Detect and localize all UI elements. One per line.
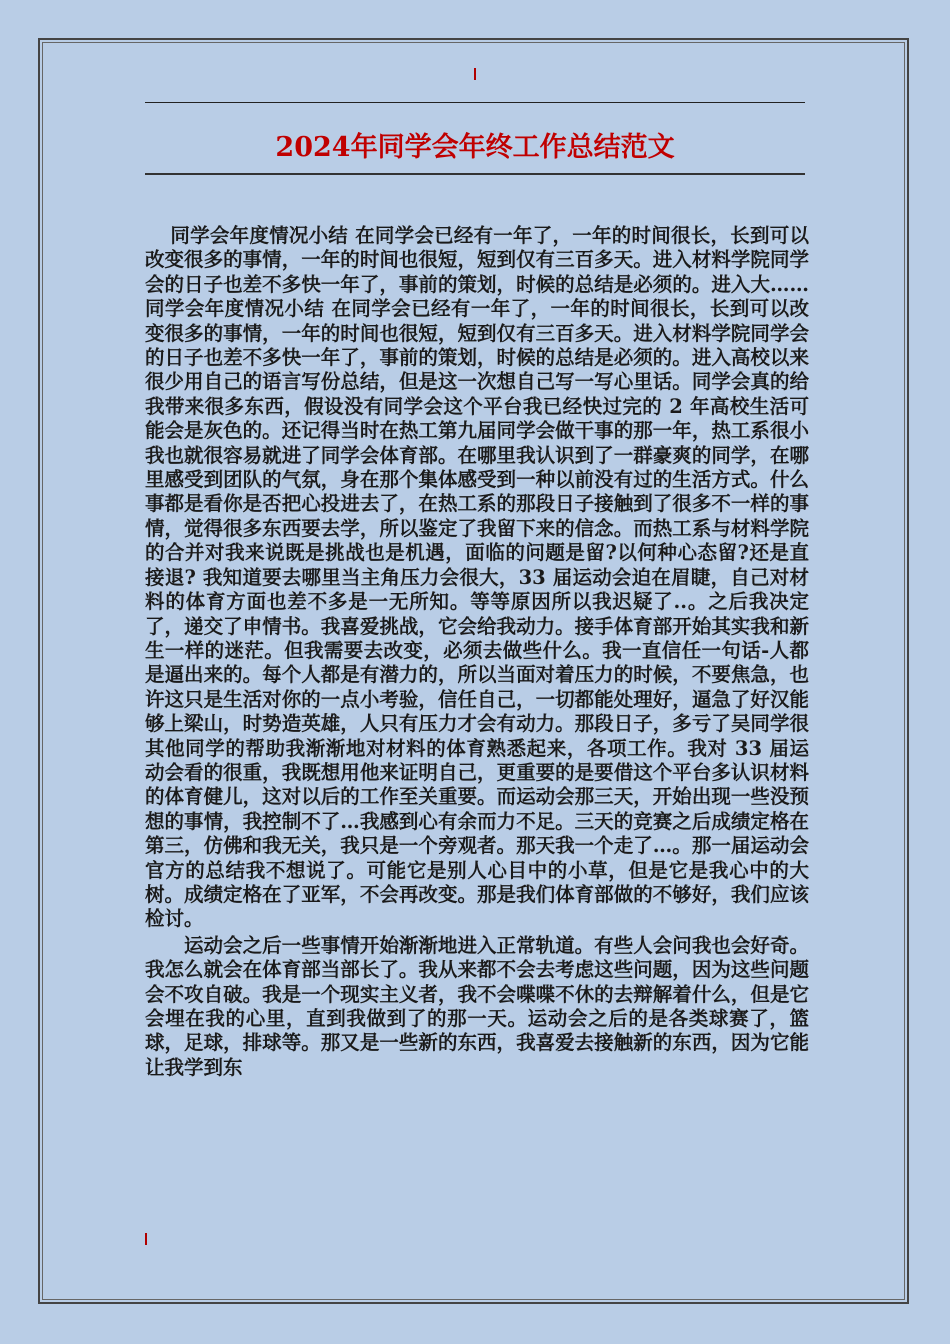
body-paragraph: 同学会年度情况小结 在同学会已经有一年了，一年的时间很长，长到可以改变很多的事情，一年的时间也很短，短到仅有三百多天。进入材料学院同学会的日子也差不多快一年了，事前的策划，时候的总结是必须的。进入大…… 同学会年度情况小结 在同学会已经有一年了，一年的时间很长，长到可以改变很多的事情，一年的时间也很短，短到仅有三百多天。进入材料学院同学会的日子也差不多快一年了，事前的策划，时候的总结是必须的。进入高校以来很少用自己的语言写份总结，但是这一次想自己写一写心里话。同学会真的给我带来很多东西，假设没有同学会这个平台我已经快过完的 2 年高校生活可能会是灰色的。还记得当时在热工第九届同学会做干事的那一年，热工系很小我也就很容易就进了同学会体育部。在哪里我认识到了一群豪爽的同学，在哪里感受到团队的气氛，身在那个集体感受到一种以前没有过的生活方式。什么事都是看你是否把心投进去了，在热工系的那段日子接触到了很多不一样的事情，觉得很多东西要去学，所以鉴定了我留下来的信念。而热工系与材料学院的合并对我来说既是挑战也是机遇，面临的问题是留?以何种心态留?还是直接退? 我知道要去哪里当主角压力会很大，33 届运动会迫在眉睫，自己对材料的体育方面也差不多是一无所知。等等原因所以我迟疑了..。之后我决定了，递交了申情书。我喜爱挑战，它会给我动力。接手体育部开始其实我和新生一样的迷茫。但我需要去改变，必须去做些什么。我一直信任一句话-人都是逼出来的。每个人都是有潜力的，所以当面对着压力的时候，不要焦急，也许这只是生活对你的一点小考验，信任自己，一切都能处理好，逼急了好汉能够上梁山，时势造英雄，人只有压力才会有动力。那段日子，多亏了吴同学很其他同学的帮助我渐渐地对材料的体育熟悉起来，各项工作。我对 33 届运动会看的很重，我既想用他来证明自己，更重要的是要借这个平台多认识材料的体育健儿，这对以后的工作至关重要。而运动会那三天，开始出现一些没预想的事情，我控制不了…我感到心有余而力不足。三天的竞赛之后成绩定格在第三，仿佛和我无关，我只是一个旁观者。那天我一个走了…。那一届运动会官方的总结我不想说了。可能它是别人心目中的小草，但是它是我心中的大树。成绩定格在了亚军，不会再改变。那是我们体育部做的不够好，我们应该检讨。	[145, 224, 809, 931]
header-rule	[145, 102, 805, 103]
document-body	[145, 224, 809, 1080]
footer-marker	[145, 1233, 147, 1245]
header-marker	[474, 68, 476, 80]
title-rule	[145, 173, 805, 175]
body-paragraph: 运动会之后一些事情开始渐渐地进入正常轨道。有些人会问我也会好奇。我怎么就会在体育部当部长了。我从来都不会去考虑这些问题，因为这些问题会不攻自破。我是一个现实主义者，我不会喋喋不休的去辩解着什么，但是它会埋在我的心里，直到我做到了的那一天。运动会之后的是各类球赛了，篮球，足球，排球等。那又是一些新的东西，我喜爱去接触新的东西，因为它能让我学到东	[145, 933, 809, 1079]
document-title: 2024年同学会年终工作总结范文	[275, 132, 675, 163]
